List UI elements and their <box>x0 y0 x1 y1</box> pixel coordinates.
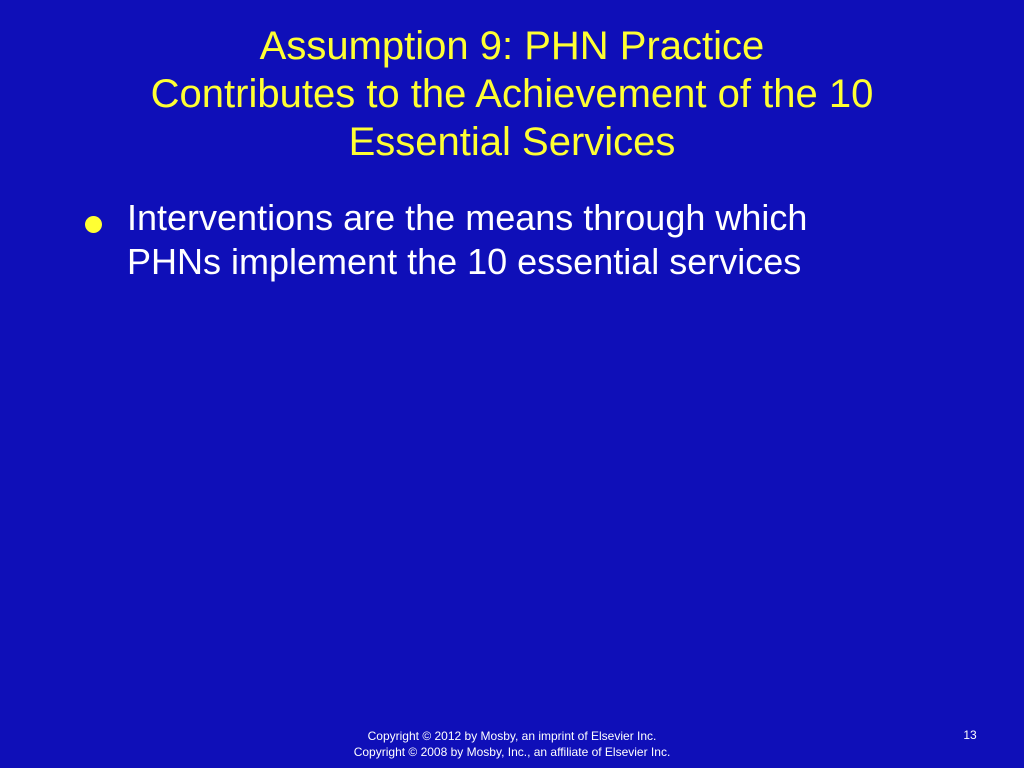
bullet-text-line-1: Interventions are the means through which <box>127 197 808 238</box>
slide-title-line-2: Contributes to the Achievement of the 10 <box>150 72 874 116</box>
copyright-line-1: Copyright © 2012 by Mosby, an imprint of Elsevier Inc. <box>367 729 657 743</box>
copyright-footer <box>0 728 1024 760</box>
bullet-list <box>85 196 965 284</box>
copyright-line-2: Copyright © 2008 by Mosby, Inc., an affiliate of Elsevier Inc. <box>353 745 671 759</box>
bullet-text <box>127 196 807 284</box>
slide-title <box>40 22 984 166</box>
slide-title-line-3: Essential Services <box>348 120 676 164</box>
bullet-item <box>85 196 965 284</box>
bullet-text-line-2: PHNs implement the 10 essential services <box>127 241 802 282</box>
page-number: 13 <box>963 728 977 742</box>
slide-title-line-1: Assumption 9: PHN Practice <box>259 24 765 68</box>
bullet-dot-icon <box>85 216 102 233</box>
